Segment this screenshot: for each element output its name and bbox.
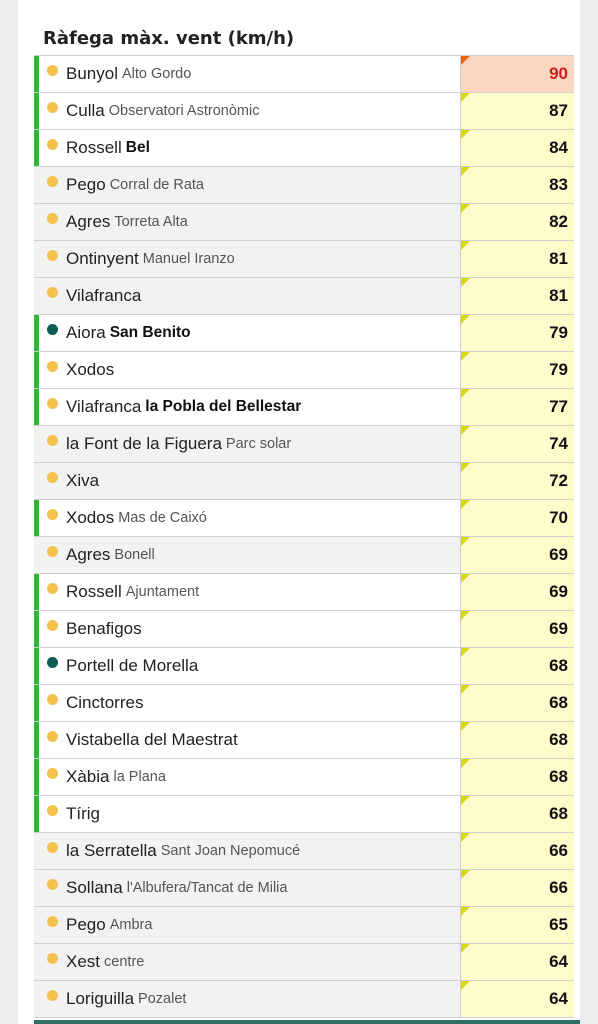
table-row[interactable]: [34, 352, 574, 389]
yellow-dot-icon: [47, 102, 58, 113]
yellow-dot-icon: [47, 176, 58, 187]
station-cell: [34, 648, 461, 684]
table-row[interactable]: [34, 611, 574, 648]
yellow-dot-icon: [47, 250, 58, 261]
teal-dot-icon: [47, 657, 58, 668]
teal-dot-icon: [47, 324, 58, 335]
station-cell: [34, 167, 461, 203]
table-row[interactable]: [34, 981, 574, 1018]
gust-value: 66: [461, 833, 574, 869]
yellow-dot-icon: [47, 435, 58, 446]
gust-value: 81: [461, 278, 574, 314]
station-detail: Torreta Alta: [114, 214, 188, 230]
gust-value: 87: [461, 93, 574, 129]
table-row[interactable]: [34, 944, 574, 981]
gust-value: 65: [461, 907, 574, 943]
station-cell: [34, 352, 461, 388]
gust-value: 68: [461, 796, 574, 832]
table-row[interactable]: [34, 204, 574, 241]
bottom-bar: [34, 1020, 580, 1024]
yellow-dot-icon: [47, 842, 58, 853]
table-row[interactable]: [34, 574, 574, 611]
station-place: Bunyol: [66, 64, 118, 83]
gust-value: 69: [461, 574, 574, 610]
station-cell: [34, 574, 461, 610]
yellow-dot-icon: [47, 768, 58, 779]
station-cell: [34, 685, 461, 721]
table-row[interactable]: [34, 463, 574, 500]
station-detail: centre: [104, 954, 145, 970]
left-margin: [0, 0, 18, 1024]
gust-value: 83: [461, 167, 574, 203]
station-place: Vilafranca: [66, 397, 142, 416]
station-detail: Bonell: [114, 547, 155, 563]
station-place: Rossell: [66, 138, 122, 157]
gust-value: 64: [461, 944, 574, 980]
wind-gust-table: [34, 55, 574, 1018]
gust-value: 69: [461, 537, 574, 573]
station-place: Cinctorres: [66, 693, 144, 712]
table-row[interactable]: [34, 870, 574, 907]
station-detail: Mas de Caixó: [118, 510, 207, 526]
yellow-dot-icon: [47, 953, 58, 964]
station-place: Culla: [66, 101, 105, 120]
station-detail: Bel: [125, 139, 150, 156]
station-detail: la Plana: [113, 769, 166, 785]
gust-value: 68: [461, 722, 574, 758]
table-row[interactable]: [34, 130, 574, 167]
gust-value: 66: [461, 870, 574, 906]
station-place: Agres: [66, 545, 111, 564]
table-row[interactable]: [34, 389, 574, 426]
yellow-dot-icon: [47, 990, 58, 1001]
station-detail: Sant Joan Nepomucé: [160, 843, 301, 859]
table-row[interactable]: [34, 796, 574, 833]
station-place: Xodos: [66, 360, 115, 379]
yellow-dot-icon: [47, 398, 58, 409]
station-detail: Pozalet: [138, 991, 187, 1007]
station-place: Ontinyent: [66, 249, 139, 268]
station-place: Vilafranca: [66, 286, 142, 305]
station-detail: la Pobla del Bellestar: [145, 398, 302, 415]
yellow-dot-icon: [47, 583, 58, 594]
station-cell: [34, 500, 461, 536]
station-cell: [34, 722, 461, 758]
table-row[interactable]: [34, 500, 574, 537]
yellow-dot-icon: [47, 139, 58, 150]
station-cell: [34, 611, 461, 647]
table-row[interactable]: [34, 426, 574, 463]
station-cell: [34, 981, 461, 1017]
station-place: Pego: [66, 915, 106, 934]
station-cell: [34, 426, 461, 462]
table-row[interactable]: [34, 685, 574, 722]
station-cell: [34, 463, 461, 499]
station-detail: Ajuntament: [125, 584, 200, 600]
station-place: Aiora: [66, 323, 106, 342]
yellow-dot-icon: [47, 731, 58, 742]
station-detail: Alto Gordo: [121, 66, 192, 82]
station-detail: Ambra: [109, 917, 153, 933]
station-place: Xàbia: [66, 767, 110, 786]
gust-value: 70: [461, 500, 574, 536]
station-place: Benafigos: [66, 619, 142, 638]
station-place: Xest: [66, 952, 101, 971]
table-row[interactable]: [34, 648, 574, 685]
table-row[interactable]: [34, 537, 574, 574]
station-place: Loriguilla: [66, 989, 135, 1008]
station-cell: [34, 241, 461, 277]
yellow-dot-icon: [47, 472, 58, 483]
right-margin: [580, 0, 598, 1024]
gust-value: 81: [461, 241, 574, 277]
table-row[interactable]: [34, 93, 574, 130]
station-place: Sollana: [66, 878, 123, 897]
gust-value: 79: [461, 315, 574, 351]
station-place: Portell de Morella: [66, 656, 199, 675]
yellow-dot-icon: [47, 805, 58, 816]
station-cell: [34, 278, 461, 314]
station-detail: San Benito: [109, 324, 191, 341]
gust-value: 68: [461, 685, 574, 721]
station-place: la Serratella: [66, 841, 157, 860]
station-place: Rossell: [66, 582, 122, 601]
gust-value: 64: [461, 981, 574, 1017]
station-cell: [34, 537, 461, 573]
station-cell: [34, 833, 461, 869]
station-place: Pego: [66, 175, 106, 194]
station-place: Vistabella del Maestrat: [66, 730, 238, 749]
station-cell: [34, 315, 461, 351]
station-detail: Corral de Rata: [109, 177, 204, 193]
table-row[interactable]: [34, 278, 574, 315]
gust-value: 68: [461, 648, 574, 684]
station-place: Xiva: [66, 471, 100, 490]
station-cell: [34, 944, 461, 980]
table-row[interactable]: [34, 315, 574, 352]
station-cell: [34, 796, 461, 832]
yellow-dot-icon: [47, 287, 58, 298]
gust-value: 82: [461, 204, 574, 240]
yellow-dot-icon: [47, 879, 58, 890]
gust-value: 74: [461, 426, 574, 462]
table-row[interactable]: [34, 759, 574, 796]
yellow-dot-icon: [47, 546, 58, 557]
station-detail: Observatori Astronòmic: [108, 103, 260, 119]
table-row[interactable]: [34, 167, 574, 204]
station-detail: Parc solar: [225, 436, 292, 452]
table-title: Ràfega màx. vent (km/h): [43, 28, 295, 49]
station-place: Tírig: [66, 804, 100, 823]
gust-value: 90: [461, 56, 574, 92]
yellow-dot-icon: [47, 916, 58, 927]
station-cell: [34, 130, 461, 166]
gust-value: 68: [461, 759, 574, 795]
station-cell: [34, 389, 461, 425]
gust-value: 79: [461, 352, 574, 388]
gust-value: 84: [461, 130, 574, 166]
station-cell: [34, 56, 461, 92]
table-row[interactable]: [34, 907, 574, 944]
yellow-dot-icon: [47, 65, 58, 76]
table-row[interactable]: [34, 833, 574, 870]
station-place: Xodos: [66, 508, 115, 527]
yellow-dot-icon: [47, 361, 58, 372]
station-detail: Manuel Iranzo: [142, 251, 235, 267]
station-cell: [34, 93, 461, 129]
table-row[interactable]: [34, 722, 574, 759]
station-place: Agres: [66, 212, 111, 231]
yellow-dot-icon: [47, 509, 58, 520]
station-detail: l'Albufera/Tancat de Milia: [126, 880, 288, 896]
yellow-dot-icon: [47, 620, 58, 631]
station-cell: [34, 870, 461, 906]
table-row[interactable]: [34, 241, 574, 278]
station-cell: [34, 204, 461, 240]
yellow-dot-icon: [47, 213, 58, 224]
station-cell: [34, 759, 461, 795]
gust-value: 69: [461, 611, 574, 647]
table-row[interactable]: [34, 56, 574, 93]
station-cell: [34, 907, 461, 943]
station-place: la Font de la Figuera: [66, 434, 222, 453]
yellow-dot-icon: [47, 694, 58, 705]
gust-value: 72: [461, 463, 574, 499]
gust-value: 77: [461, 389, 574, 425]
